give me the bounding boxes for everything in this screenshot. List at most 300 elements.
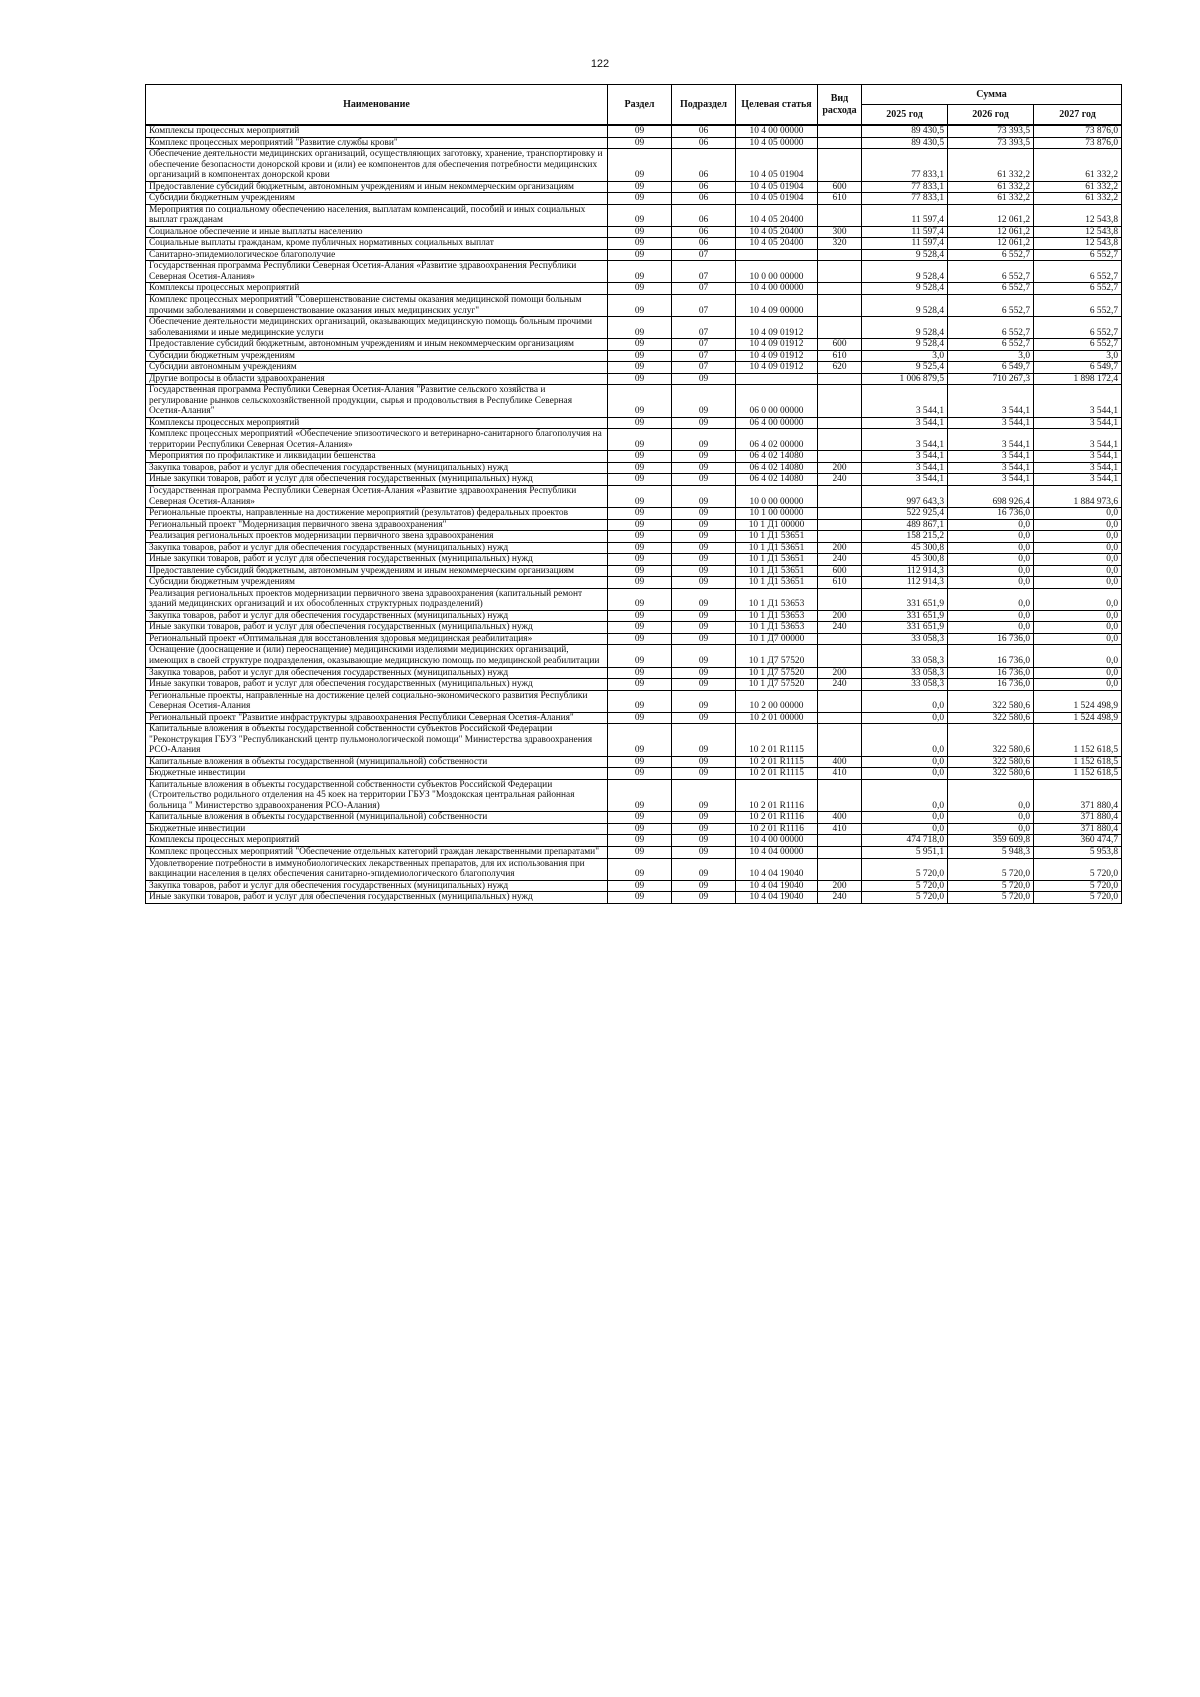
cell-section: 09 xyxy=(608,542,672,554)
cell-2025: 0,0 xyxy=(862,690,948,712)
cell-2026: 0,0 xyxy=(948,577,1034,589)
cell-2025: 331 651,9 xyxy=(862,588,948,610)
cell-2025: 0,0 xyxy=(862,768,948,780)
cell-section: 09 xyxy=(608,577,672,589)
cell-target: 10 0 00 00000 xyxy=(736,261,818,283)
cell-2026: 73 393,5 xyxy=(948,125,1034,137)
cell-name: Предоставление субсидий бюджетным, автономным учреждениям и иным некоммерческим организациям xyxy=(146,181,608,193)
cell-2026: 3,0 xyxy=(948,350,1034,362)
cell-target: 10 2 01 R1115 xyxy=(736,756,818,768)
cell-expense-type: 600 xyxy=(818,565,862,577)
cell-subsection: 09 xyxy=(672,812,736,824)
cell-target: 10 4 04 19040 xyxy=(736,858,818,880)
header-2026: 2026 год xyxy=(948,105,1034,126)
cell-expense-type: 610 xyxy=(818,577,862,589)
cell-2027: 0,0 xyxy=(1034,588,1122,610)
cell-2026: 0,0 xyxy=(948,622,1034,634)
cell-2027: 6 552,7 xyxy=(1034,283,1122,295)
cell-name: Капитальные вложения в объекты государственной собственности субъектов Российской Федерации (Строительство родильного отделения на 45 коек на территории ГБУЗ "Моздокская центральная районная больница " Министерство здравоохранения РСО-Алания) xyxy=(146,779,608,812)
cell-target: 10 2 01 00000 xyxy=(736,712,818,724)
cell-target: 06 4 02 14080 xyxy=(736,451,818,463)
cell-2025: 0,0 xyxy=(862,823,948,835)
cell-2026: 322 580,6 xyxy=(948,756,1034,768)
table-row xyxy=(146,892,1122,904)
page-number: 122 xyxy=(590,58,610,70)
cell-2026: 61 332,2 xyxy=(948,149,1034,182)
cell-target: 10 1 Д7 57520 xyxy=(736,645,818,667)
cell-subsection: 06 xyxy=(672,204,736,226)
table-row xyxy=(146,531,1122,543)
cell-subsection: 09 xyxy=(672,565,736,577)
cell-section: 09 xyxy=(608,847,672,859)
table-row xyxy=(146,519,1122,531)
cell-section: 09 xyxy=(608,812,672,824)
cell-target: 10 4 05 01904 xyxy=(736,193,818,205)
cell-name: Иные закупки товаров, работ и услуг для обеспечения государственных (муниципальных) нужд xyxy=(146,622,608,634)
cell-2026: 5 720,0 xyxy=(948,858,1034,880)
table-row xyxy=(146,712,1122,724)
cell-target: 10 4 05 01904 xyxy=(736,149,818,182)
cell-name: Закупка товаров, работ и услуг для обеспечения государственных (муниципальных) нужд xyxy=(146,542,608,554)
cell-2027: 1 152 618,5 xyxy=(1034,768,1122,780)
table-row xyxy=(146,880,1122,892)
cell-expense-type xyxy=(818,137,862,149)
cell-name: Мероприятия по социальному обеспечению населения, выплатам компенсаций, пособий и иных социальных выплат гражданам xyxy=(146,204,608,226)
cell-section: 09 xyxy=(608,362,672,374)
cell-subsection: 06 xyxy=(672,238,736,250)
cell-expense-type: 620 xyxy=(818,362,862,374)
cell-2027: 0,0 xyxy=(1034,531,1122,543)
cell-subsection: 09 xyxy=(672,588,736,610)
table-row xyxy=(146,610,1122,622)
table-row xyxy=(146,577,1122,589)
cell-expense-type: 400 xyxy=(818,812,862,824)
cell-2027: 3 544,1 xyxy=(1034,474,1122,486)
cell-target: 10 4 00 00000 xyxy=(736,125,818,137)
cell-subsection: 07 xyxy=(672,362,736,374)
cell-2027: 1 524 498,9 xyxy=(1034,712,1122,724)
cell-expense-type xyxy=(818,858,862,880)
cell-name: Иные закупки товаров, работ и услуг для обеспечения государственных (муниципальных) нужд xyxy=(146,474,608,486)
cell-subsection: 09 xyxy=(672,462,736,474)
cell-target: 10 2 01 R1116 xyxy=(736,812,818,824)
cell-name: Закупка товаров, работ и услуг для обеспечения государственных (муниципальных) нужд xyxy=(146,610,608,622)
cell-2026: 6 552,7 xyxy=(948,317,1034,339)
cell-2025: 0,0 xyxy=(862,779,948,812)
cell-2025: 9 528,4 xyxy=(862,249,948,261)
cell-expense-type xyxy=(818,385,862,418)
cell-2025: 11 597,4 xyxy=(862,226,948,238)
cell-target: 10 4 00 00000 xyxy=(736,283,818,295)
cell-target: 10 1 Д1 53651 xyxy=(736,554,818,566)
cell-expense-type: 200 xyxy=(818,462,862,474)
cell-expense-type xyxy=(818,294,862,316)
cell-2027: 73 876,0 xyxy=(1034,137,1122,149)
cell-name: Региональный проект "Развитие инфраструктуры здравоохранения Республики Северная Осетия-Алания" xyxy=(146,712,608,724)
cell-target: 10 4 04 19040 xyxy=(736,892,818,904)
cell-2025: 0,0 xyxy=(862,712,948,724)
cell-subsection: 09 xyxy=(672,756,736,768)
cell-subsection: 09 xyxy=(672,577,736,589)
cell-section: 09 xyxy=(608,880,672,892)
cell-2027: 6 552,7 xyxy=(1034,261,1122,283)
cell-target: 10 4 05 20400 xyxy=(736,226,818,238)
cell-section: 09 xyxy=(608,385,672,418)
header-section: Раздел xyxy=(608,85,672,126)
cell-2025: 0,0 xyxy=(862,724,948,757)
cell-name: Комплексы процессных мероприятий xyxy=(146,125,608,137)
cell-target: 10 1 00 00000 xyxy=(736,508,818,520)
cell-name: Государственная программа Республики Северная Осетия-Алания «Развитие здравоохранения Республики Северная Осетия-Алания» xyxy=(146,261,608,283)
cell-section: 09 xyxy=(608,679,672,691)
table-body xyxy=(146,125,1122,903)
cell-2025: 5 720,0 xyxy=(862,880,948,892)
table-row xyxy=(146,779,1122,812)
cell-2026: 698 926,4 xyxy=(948,486,1034,508)
cell-name: Комплекс процессных мероприятий "Совершенствование системы оказания медицинской помощи больным прочими заболеваниями и совершенствование оказания иных медицинских услуг" xyxy=(146,294,608,316)
cell-target: 10 4 05 01904 xyxy=(736,181,818,193)
table-row xyxy=(146,181,1122,193)
cell-expense-type xyxy=(818,429,862,451)
cell-section: 09 xyxy=(608,261,672,283)
table-row xyxy=(146,823,1122,835)
table-row xyxy=(146,283,1122,295)
cell-subsection: 09 xyxy=(672,679,736,691)
cell-section: 09 xyxy=(608,317,672,339)
cell-2025: 9 528,4 xyxy=(862,283,948,295)
cell-subsection: 09 xyxy=(672,712,736,724)
table-row xyxy=(146,137,1122,149)
cell-2027: 0,0 xyxy=(1034,508,1122,520)
cell-section: 09 xyxy=(608,181,672,193)
cell-2025: 112 914,3 xyxy=(862,577,948,589)
table-row xyxy=(146,373,1122,385)
cell-2026: 6 552,7 xyxy=(948,283,1034,295)
cell-section: 09 xyxy=(608,429,672,451)
cell-expense-type xyxy=(818,847,862,859)
table-row xyxy=(146,417,1122,429)
cell-target: 10 4 09 01912 xyxy=(736,339,818,351)
cell-expense-type xyxy=(818,373,862,385)
cell-subsection: 09 xyxy=(672,610,736,622)
table-row xyxy=(146,622,1122,634)
cell-section: 09 xyxy=(608,226,672,238)
cell-subsection: 07 xyxy=(672,339,736,351)
cell-2026: 73 393,5 xyxy=(948,137,1034,149)
cell-name: Региональные проекты, направленные на достижение целей социально-экономического развития Республики Северная Осетия-Алания xyxy=(146,690,608,712)
cell-2027: 5 720,0 xyxy=(1034,892,1122,904)
cell-expense-type: 400 xyxy=(818,756,862,768)
cell-2027: 12 543,8 xyxy=(1034,204,1122,226)
cell-expense-type xyxy=(818,486,862,508)
cell-2027: 1 152 618,5 xyxy=(1034,756,1122,768)
cell-2026: 6 552,7 xyxy=(948,294,1034,316)
cell-subsection: 06 xyxy=(672,193,736,205)
cell-target: 10 1 Д1 53651 xyxy=(736,531,818,543)
cell-target: 10 1 Д7 57520 xyxy=(736,667,818,679)
cell-2025: 5 720,0 xyxy=(862,892,948,904)
cell-section: 09 xyxy=(608,350,672,362)
cell-section: 09 xyxy=(608,137,672,149)
cell-name: Комплекс процессных мероприятий "Развитие службы крови" xyxy=(146,137,608,149)
cell-subsection: 09 xyxy=(672,690,736,712)
header-expense-type: Вид расхода xyxy=(818,85,862,126)
cell-expense-type xyxy=(818,204,862,226)
cell-expense-type xyxy=(818,779,862,812)
cell-2025: 112 914,3 xyxy=(862,565,948,577)
cell-expense-type: 200 xyxy=(818,880,862,892)
cell-target: 10 2 01 R1115 xyxy=(736,724,818,757)
cell-2027: 0,0 xyxy=(1034,554,1122,566)
cell-2025: 9 528,4 xyxy=(862,317,948,339)
cell-2026: 6 552,7 xyxy=(948,261,1034,283)
cell-name: Комплекс процессных мероприятий «Обеспечение эпизоотического и ветеринарно-санитарного благополучия на территории Республики Северная Осетия-Алания» xyxy=(146,429,608,451)
cell-expense-type: 610 xyxy=(818,350,862,362)
cell-2025: 3 544,1 xyxy=(862,385,948,418)
cell-section: 09 xyxy=(608,667,672,679)
cell-expense-type: 240 xyxy=(818,554,862,566)
table-row xyxy=(146,204,1122,226)
table-row xyxy=(146,679,1122,691)
cell-2027: 0,0 xyxy=(1034,519,1122,531)
cell-expense-type xyxy=(818,690,862,712)
cell-name: Другие вопросы в области здравоохранения xyxy=(146,373,608,385)
cell-name: Государственная программа Республики Северная Осетия-Алания «Развитие здравоохранения Республики Северная Осетия-Алания» xyxy=(146,486,608,508)
cell-section: 09 xyxy=(608,531,672,543)
table-row xyxy=(146,724,1122,757)
cell-2027: 73 876,0 xyxy=(1034,125,1122,137)
cell-2026: 61 332,2 xyxy=(948,181,1034,193)
cell-target: 10 4 05 20400 xyxy=(736,238,818,250)
cell-2025: 89 430,5 xyxy=(862,137,948,149)
cell-2026: 710 267,3 xyxy=(948,373,1034,385)
cell-target: 10 1 Д1 00000 xyxy=(736,519,818,531)
cell-subsection: 09 xyxy=(672,417,736,429)
table-row xyxy=(146,847,1122,859)
cell-name: Субсидии бюджетным учреждениям xyxy=(146,350,608,362)
cell-expense-type xyxy=(818,724,862,757)
cell-2026: 322 580,6 xyxy=(948,712,1034,724)
cell-2025: 33 058,3 xyxy=(862,667,948,679)
cell-2026: 16 736,0 xyxy=(948,667,1034,679)
cell-target: 10 1 Д7 00000 xyxy=(736,633,818,645)
cell-2025: 11 597,4 xyxy=(862,238,948,250)
cell-target: 10 1 Д1 53651 xyxy=(736,565,818,577)
cell-target: 06 4 02 00000 xyxy=(736,429,818,451)
table-row xyxy=(146,633,1122,645)
cell-2026: 3 544,1 xyxy=(948,417,1034,429)
cell-2027: 371 880,4 xyxy=(1034,779,1122,812)
header-sum: Сумма xyxy=(862,85,1122,105)
cell-subsection: 09 xyxy=(672,385,736,418)
cell-expense-type: 410 xyxy=(818,768,862,780)
cell-2025: 997 643,3 xyxy=(862,486,948,508)
cell-section: 09 xyxy=(608,892,672,904)
cell-2026: 3 544,1 xyxy=(948,451,1034,463)
cell-section: 09 xyxy=(608,417,672,429)
table-row xyxy=(146,294,1122,316)
cell-subsection: 07 xyxy=(672,261,736,283)
cell-section: 09 xyxy=(608,451,672,463)
table-row xyxy=(146,486,1122,508)
cell-expense-type xyxy=(818,451,862,463)
cell-2027: 3 544,1 xyxy=(1034,462,1122,474)
cell-section: 09 xyxy=(608,238,672,250)
cell-2026: 0,0 xyxy=(948,812,1034,824)
cell-section: 09 xyxy=(608,565,672,577)
table-row xyxy=(146,756,1122,768)
cell-2026: 3 544,1 xyxy=(948,474,1034,486)
cell-name: Закупка товаров, работ и услуг для обеспечения государственных (муниципальных) нужд xyxy=(146,462,608,474)
cell-expense-type: 610 xyxy=(818,193,862,205)
cell-section: 09 xyxy=(608,554,672,566)
cell-expense-type xyxy=(818,149,862,182)
cell-name: Предоставление субсидий бюджетным, автономным учреждениям и иным некоммерческим организациям xyxy=(146,565,608,577)
cell-target: 10 4 05 20400 xyxy=(736,204,818,226)
cell-section: 09 xyxy=(608,823,672,835)
cell-subsection: 07 xyxy=(672,350,736,362)
cell-name: Иные закупки товаров, работ и услуг для обеспечения государственных (муниципальных) нужд xyxy=(146,892,608,904)
cell-2027: 3,0 xyxy=(1034,350,1122,362)
cell-2025: 474 718,0 xyxy=(862,835,948,847)
cell-2027: 5 720,0 xyxy=(1034,858,1122,880)
cell-2027: 61 332,2 xyxy=(1034,193,1122,205)
cell-section: 09 xyxy=(608,779,672,812)
cell-2026: 0,0 xyxy=(948,779,1034,812)
cell-name: Мероприятия по профилактике и ликвидации бешенства xyxy=(146,451,608,463)
table-row xyxy=(146,125,1122,137)
cell-2025: 5 951,1 xyxy=(862,847,948,859)
cell-name: Предоставление субсидий бюджетным, автономным учреждениям и иным некоммерческим организациям xyxy=(146,339,608,351)
cell-section: 09 xyxy=(608,835,672,847)
cell-2027: 12 543,8 xyxy=(1034,238,1122,250)
cell-subsection: 07 xyxy=(672,294,736,316)
cell-2026: 0,0 xyxy=(948,565,1034,577)
cell-2025: 77 833,1 xyxy=(862,181,948,193)
cell-section: 09 xyxy=(608,294,672,316)
cell-2027: 0,0 xyxy=(1034,577,1122,589)
cell-2026: 12 061,2 xyxy=(948,226,1034,238)
cell-section: 09 xyxy=(608,462,672,474)
cell-2025: 33 058,3 xyxy=(862,645,948,667)
table-row xyxy=(146,645,1122,667)
cell-2027: 1 524 498,9 xyxy=(1034,690,1122,712)
cell-subsection: 09 xyxy=(672,880,736,892)
cell-expense-type xyxy=(818,125,862,137)
table-row xyxy=(146,193,1122,205)
cell-2025: 522 925,4 xyxy=(862,508,948,520)
cell-name: Субсидии бюджетным учреждениям xyxy=(146,577,608,589)
cell-subsection: 09 xyxy=(672,645,736,667)
cell-target: 10 4 09 01912 xyxy=(736,350,818,362)
header-name: Наименование xyxy=(146,85,608,126)
cell-2026: 6 552,7 xyxy=(948,249,1034,261)
cell-2025: 33 058,3 xyxy=(862,679,948,691)
cell-expense-type xyxy=(818,588,862,610)
cell-2027: 371 880,4 xyxy=(1034,812,1122,824)
cell-section: 09 xyxy=(608,204,672,226)
cell-expense-type xyxy=(818,249,862,261)
cell-subsection: 09 xyxy=(672,622,736,634)
cell-2027: 3 544,1 xyxy=(1034,451,1122,463)
cell-target: 10 1 Д1 53653 xyxy=(736,622,818,634)
cell-2025: 89 430,5 xyxy=(862,125,948,137)
cell-subsection: 09 xyxy=(672,633,736,645)
cell-name: Комплекс процессных мероприятий "Обеспечение отдельных категорий граждан лекарственными препаратами" xyxy=(146,847,608,859)
cell-expense-type xyxy=(818,531,862,543)
cell-2025: 33 058,3 xyxy=(862,633,948,645)
cell-2025: 9 528,4 xyxy=(862,294,948,316)
cell-section: 09 xyxy=(608,193,672,205)
cell-subsection: 09 xyxy=(672,823,736,835)
table-row xyxy=(146,858,1122,880)
cell-section: 09 xyxy=(608,633,672,645)
cell-section: 09 xyxy=(608,724,672,757)
cell-2025: 9 525,4 xyxy=(862,362,948,374)
cell-2027: 6 552,7 xyxy=(1034,339,1122,351)
cell-name: Обеспечение деятельности медицинских организаций, оказывающих медицинскую помощь больным прочими заболеваниями и иные медицинские услуги xyxy=(146,317,608,339)
table-row xyxy=(146,317,1122,339)
cell-2027: 3 544,1 xyxy=(1034,417,1122,429)
table-row xyxy=(146,339,1122,351)
cell-subsection: 09 xyxy=(672,474,736,486)
cell-subsection: 09 xyxy=(672,373,736,385)
cell-target: 10 4 04 19040 xyxy=(736,880,818,892)
cell-target: 10 1 Д1 53651 xyxy=(736,542,818,554)
table-row xyxy=(146,667,1122,679)
cell-2027: 1 884 973,6 xyxy=(1034,486,1122,508)
cell-2026: 61 332,2 xyxy=(948,193,1034,205)
cell-section: 09 xyxy=(608,588,672,610)
cell-name: Удовлетворение потребности в иммунобиологических лекарственных препаратов, для их использования при вакцинации населения в целях обеспечения санитарно-эпидемиологического благополучия xyxy=(146,858,608,880)
cell-2025: 45 300,8 xyxy=(862,542,948,554)
cell-subsection: 09 xyxy=(672,554,736,566)
cell-subsection: 09 xyxy=(672,429,736,451)
cell-expense-type xyxy=(818,317,862,339)
cell-2027: 6 549,7 xyxy=(1034,362,1122,374)
cell-name: Бюджетные инвестиции xyxy=(146,768,608,780)
cell-section: 09 xyxy=(608,622,672,634)
budget-table xyxy=(145,84,1122,904)
cell-target xyxy=(736,249,818,261)
cell-target: 10 2 00 00000 xyxy=(736,690,818,712)
table-row xyxy=(146,429,1122,451)
cell-2026: 6 552,7 xyxy=(948,339,1034,351)
cell-subsection: 07 xyxy=(672,249,736,261)
cell-2025: 5 720,0 xyxy=(862,858,948,880)
cell-name: Капитальные вложения в объекты государственной собственности субъектов Российской Федерации "Реконструкция ГБУЗ "Республиканский центр пульмонологической помощи" Министерства здравоохранения РСО-Алания xyxy=(146,724,608,757)
cell-section: 09 xyxy=(608,610,672,622)
cell-2026: 322 580,6 xyxy=(948,768,1034,780)
cell-section: 09 xyxy=(608,249,672,261)
cell-2025: 3,0 xyxy=(862,350,948,362)
cell-2026: 5 720,0 xyxy=(948,880,1034,892)
cell-subsection: 09 xyxy=(672,724,736,757)
cell-2025: 489 867,1 xyxy=(862,519,948,531)
cell-2026: 16 736,0 xyxy=(948,633,1034,645)
cell-2025: 0,0 xyxy=(862,756,948,768)
cell-subsection: 09 xyxy=(672,519,736,531)
cell-expense-type: 320 xyxy=(818,238,862,250)
cell-expense-type: 200 xyxy=(818,542,862,554)
cell-2026: 0,0 xyxy=(948,588,1034,610)
cell-subsection: 06 xyxy=(672,137,736,149)
cell-name: Закупка товаров, работ и услуг для обеспечения государственных (муниципальных) нужд xyxy=(146,667,608,679)
cell-2025: 158 215,2 xyxy=(862,531,948,543)
cell-expense-type xyxy=(818,712,862,724)
cell-subsection: 07 xyxy=(672,317,736,339)
cell-subsection: 06 xyxy=(672,125,736,137)
